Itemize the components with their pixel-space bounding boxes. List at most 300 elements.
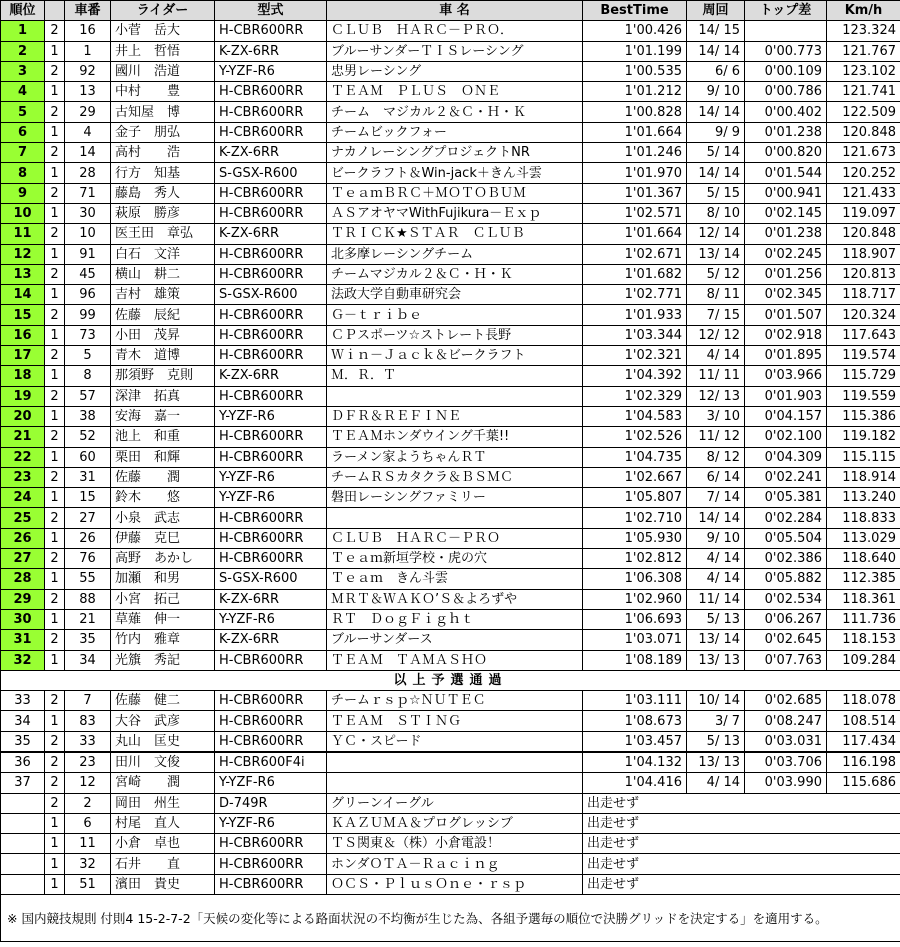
team-name-cell: Ｔｅａｍ新垣学校・虎の穴 — [327, 549, 583, 569]
rider-name-cell: 竹内 雅章 — [111, 630, 215, 650]
group-cell: 1 — [45, 325, 65, 345]
laps-cell: 14/ 14 — [687, 41, 745, 61]
rider-name-cell: 井上 哲悟 — [111, 41, 215, 61]
machine-model-cell: Y-YZF-R6 — [215, 467, 327, 487]
car-number-cell: 55 — [65, 569, 111, 589]
laps-cell: 11/ 11 — [687, 366, 745, 386]
gap-to-top-cell: 0'00.773 — [745, 41, 827, 61]
car-number-cell: 29 — [65, 102, 111, 122]
car-number-cell: 16 — [65, 21, 111, 41]
speed-cell: 115.729 — [827, 366, 900, 386]
car-number-cell: 7 — [65, 691, 111, 711]
car-number-cell: 4 — [65, 122, 111, 142]
gap-to-top-cell: 0'03.031 — [745, 731, 827, 752]
machine-model-cell: K-ZX-6RR — [215, 589, 327, 609]
rider-name-cell: 深津 拓真 — [111, 386, 215, 406]
car-number-cell: 96 — [65, 285, 111, 305]
table-row — [1, 488, 900, 508]
rider-name-cell: 佐藤 潤 — [111, 467, 215, 487]
speed-cell: 120.848 — [827, 224, 900, 244]
group-cell: 1 — [45, 285, 65, 305]
rider-name-cell: 高村 浩 — [111, 143, 215, 163]
dns-status-cell: 出走せず — [583, 813, 900, 833]
position-cell: 22 — [1, 447, 45, 467]
table-row — [1, 711, 900, 731]
speed-cell: 116.198 — [827, 752, 900, 773]
laps-cell: 7/ 14 — [687, 488, 745, 508]
car-number-cell: 92 — [65, 61, 111, 81]
machine-model-cell: K-ZX-6RR — [215, 366, 327, 386]
speed-cell: 112.385 — [827, 569, 900, 589]
best-time-cell: 1'01.664 — [583, 224, 687, 244]
car-number-cell: 5 — [65, 346, 111, 366]
position-cell: 8 — [1, 163, 45, 183]
speed-cell: 121.767 — [827, 41, 900, 61]
car-number-cell: 76 — [65, 549, 111, 569]
speed-cell: 109.284 — [827, 650, 900, 670]
gap-to-top-cell: 0'02.241 — [745, 467, 827, 487]
car-number-cell: 52 — [65, 427, 111, 447]
best-time-cell: 1'02.526 — [583, 427, 687, 447]
table-row — [1, 508, 900, 528]
team-name-cell: ＴＳ関東＆（株）小倉電設！ — [327, 834, 583, 854]
table-row — [1, 224, 900, 244]
header-cell: トップ差 — [745, 1, 827, 21]
table-row — [1, 569, 900, 589]
speed-cell: 111.736 — [827, 609, 900, 629]
car-number-cell: 91 — [65, 244, 111, 264]
speed-cell: 118.078 — [827, 691, 900, 711]
gap-to-top-cell: 0'01.256 — [745, 264, 827, 284]
rider-name-cell: 國川 浩道 — [111, 61, 215, 81]
rider-name-cell: 鈴木 悠 — [111, 488, 215, 508]
laps-cell: 4/ 14 — [687, 346, 745, 366]
machine-model-cell: H-CBR600RR — [215, 691, 327, 711]
header-row — [1, 1, 900, 21]
group-cell: 2 — [45, 691, 65, 711]
laps-cell: 8/ 12 — [687, 447, 745, 467]
note-row — [1, 895, 900, 942]
machine-model-cell: H-CBR600RR — [215, 21, 327, 41]
car-number-cell: 2 — [65, 793, 111, 813]
gap-to-top-cell: 0'07.763 — [745, 650, 827, 670]
speed-cell: 120.252 — [827, 163, 900, 183]
table-row — [1, 61, 900, 81]
best-time-cell: 1'04.416 — [583, 773, 687, 793]
speed-cell: 117.434 — [827, 731, 900, 752]
header-cell: 周回 — [687, 1, 745, 21]
position-cell: 35 — [1, 731, 45, 752]
rider-name-cell: 大谷 武彦 — [111, 711, 215, 731]
speed-cell: 118.833 — [827, 508, 900, 528]
best-time-cell: 1'03.071 — [583, 630, 687, 650]
table-row — [1, 549, 900, 569]
team-name-cell: ＴＥＡＭ ＳＴＩＮＧ — [327, 711, 583, 731]
header-cell: 型式 — [215, 1, 327, 21]
rider-name-cell: 小宮 拓己 — [111, 589, 215, 609]
machine-model-cell: H-CBR600RR — [215, 650, 327, 670]
laps-cell: 12/ 12 — [687, 325, 745, 345]
table-row — [1, 793, 900, 813]
rider-name-cell: 加瀬 和男 — [111, 569, 215, 589]
group-cell: 2 — [45, 264, 65, 284]
gap-to-top-cell: 0'03.706 — [745, 752, 827, 773]
rider-name-cell: 田川 文俊 — [111, 752, 215, 773]
position-cell: 29 — [1, 589, 45, 609]
speed-cell: 121.741 — [827, 82, 900, 102]
gap-to-top-cell: 0'02.386 — [745, 549, 827, 569]
car-number-cell: 34 — [65, 650, 111, 670]
machine-model-cell: H-CBR600RR — [215, 183, 327, 203]
speed-cell: 113.240 — [827, 488, 900, 508]
gap-to-top-cell: 0'00.402 — [745, 102, 827, 122]
speed-cell: 113.029 — [827, 528, 900, 548]
group-cell: 1 — [45, 528, 65, 548]
header-cell — [45, 1, 65, 21]
car-number-cell: 71 — [65, 183, 111, 203]
machine-model-cell: S-GSX-R600 — [215, 569, 327, 589]
best-time-cell: 1'08.673 — [583, 711, 687, 731]
speed-cell: 119.182 — [827, 427, 900, 447]
team-name-cell: ＴＥＡＭ ＴＡＭＡＳＨＯ — [327, 650, 583, 670]
laps-cell: 8/ 11 — [687, 285, 745, 305]
gap-to-top-cell: 0'05.381 — [745, 488, 827, 508]
rider-name-cell: 小泉 武志 — [111, 508, 215, 528]
team-name-cell: グリーンイーグル — [327, 793, 583, 813]
gap-to-top-cell: 0'01.507 — [745, 305, 827, 325]
position-cell: 28 — [1, 569, 45, 589]
rider-name-cell: 佐藤 健二 — [111, 691, 215, 711]
team-name-cell: ＯＣＳ・ＰｌｕｓＯｎｅ・ｒｓｐ — [327, 874, 583, 894]
car-number-cell: 27 — [65, 508, 111, 528]
rider-name-cell: 古知屋 博 — [111, 102, 215, 122]
team-name-cell — [327, 773, 583, 793]
car-number-cell: 32 — [65, 854, 111, 874]
team-name-cell: ラーメン家ようちゃんＲＴ — [327, 447, 583, 467]
car-number-cell: 88 — [65, 589, 111, 609]
speed-cell: 123.324 — [827, 21, 900, 41]
gap-to-top-cell: 0'02.100 — [745, 427, 827, 447]
car-number-cell: 33 — [65, 731, 111, 752]
rider-name-cell: 光籏 秀記 — [111, 650, 215, 670]
header-cell: BestTime — [583, 1, 687, 21]
table-row — [1, 874, 900, 894]
rider-name-cell: 伊藤 克巳 — [111, 528, 215, 548]
table-row — [1, 82, 900, 102]
gap-to-top-cell: 0'00.941 — [745, 183, 827, 203]
car-number-cell: 10 — [65, 224, 111, 244]
position-cell: 14 — [1, 285, 45, 305]
group-cell: 2 — [45, 305, 65, 325]
car-number-cell: 6 — [65, 813, 111, 833]
best-time-cell: 1'00.426 — [583, 21, 687, 41]
position-cell: 37 — [1, 773, 45, 793]
speed-cell: 117.643 — [827, 325, 900, 345]
position-cell: 23 — [1, 467, 45, 487]
machine-model-cell: H-CBR600RR — [215, 549, 327, 569]
gap-to-top-cell: 0'02.685 — [745, 691, 827, 711]
table-row — [1, 650, 900, 670]
best-time-cell: 1'04.583 — [583, 406, 687, 426]
team-name-cell: ＣＰスポーツ☆ストレート長野 — [327, 325, 583, 345]
laps-cell: 14/ 14 — [687, 163, 745, 183]
team-name-cell: ＣＬＵＢ ＨＡＲＣ－ＰＲＯ． — [327, 21, 583, 41]
rider-name-cell: 石井 直 — [111, 854, 215, 874]
table-row — [1, 406, 900, 426]
machine-model-cell: Y-YZF-R6 — [215, 609, 327, 629]
team-name-cell — [327, 386, 583, 406]
car-number-cell: 60 — [65, 447, 111, 467]
table-row — [1, 203, 900, 223]
team-name-cell: チームｒｓｐ☆ＮＵＴＥＣ — [327, 691, 583, 711]
rider-name-cell: 草薙 伸一 — [111, 609, 215, 629]
laps-cell: 14/ 14 — [687, 508, 745, 528]
position-cell: 24 — [1, 488, 45, 508]
speed-cell: 118.717 — [827, 285, 900, 305]
position-cell: 1 — [1, 21, 45, 41]
position-cell: 12 — [1, 244, 45, 264]
team-name-cell: ＤＦＲ＆ＲＥＦＩＮＥ — [327, 406, 583, 426]
table-row — [1, 244, 900, 264]
best-time-cell: 1'03.457 — [583, 731, 687, 752]
position-cell: 3 — [1, 61, 45, 81]
table-row — [1, 528, 900, 548]
gap-to-top-cell: 0'02.145 — [745, 203, 827, 223]
speed-cell: 120.813 — [827, 264, 900, 284]
machine-model-cell: S-GSX-R600 — [215, 163, 327, 183]
team-name-cell: 法政大学自動車研究会 — [327, 285, 583, 305]
car-number-cell: 26 — [65, 528, 111, 548]
group-cell: 1 — [45, 650, 65, 670]
position-cell: 26 — [1, 528, 45, 548]
best-time-cell: 1'04.735 — [583, 447, 687, 467]
car-number-cell: 12 — [65, 773, 111, 793]
position-cell: 6 — [1, 122, 45, 142]
dns-status-cell: 出走せず — [583, 874, 900, 894]
group-cell: 2 — [45, 549, 65, 569]
team-name-cell: チームビックフォー — [327, 122, 583, 142]
table-row — [1, 325, 900, 345]
team-name-cell: ＴＥＡＭ ＰＬＵＳ ＯＮＥ — [327, 82, 583, 102]
speed-cell: 119.574 — [827, 346, 900, 366]
header-cell: ライダー — [111, 1, 215, 21]
machine-model-cell: K-ZX-6RR — [215, 41, 327, 61]
machine-model-cell: H-CBR600RR — [215, 386, 327, 406]
team-name-cell: Ｗｉｎ－Ｊａｃｋ＆ビークラフト — [327, 346, 583, 366]
rider-name-cell: 青木 道博 — [111, 346, 215, 366]
group-cell: 1 — [45, 834, 65, 854]
car-number-cell: 45 — [65, 264, 111, 284]
machine-model-cell: H-CBR600F4i — [215, 752, 327, 773]
group-cell: 2 — [45, 427, 65, 447]
car-number-cell: 11 — [65, 834, 111, 854]
speed-cell: 118.914 — [827, 467, 900, 487]
group-cell: 2 — [45, 589, 65, 609]
machine-model-cell: Y-YZF-R6 — [215, 406, 327, 426]
rider-name-cell: 濱田 貴史 — [111, 874, 215, 894]
position-cell — [1, 834, 45, 854]
team-name-cell: ブルーサンダーＴＩＳレーシング — [327, 41, 583, 61]
machine-model-cell: H-CBR600RR — [215, 203, 327, 223]
gap-to-top-cell: 0'01.895 — [745, 346, 827, 366]
team-name-cell: 北多摩レーシングチーム — [327, 244, 583, 264]
laps-cell: 11/ 12 — [687, 427, 745, 447]
speed-cell: 115.686 — [827, 773, 900, 793]
group-cell: 2 — [45, 102, 65, 122]
team-name-cell: ＭＲＴ＆ＷＡＫＯ’Ｓ＆よろずや — [327, 589, 583, 609]
gap-to-top-cell: 0'00.109 — [745, 61, 827, 81]
group-cell: 2 — [45, 731, 65, 752]
rider-name-cell: 行方 知基 — [111, 163, 215, 183]
laps-cell: 9/ 10 — [687, 528, 745, 548]
position-cell: 27 — [1, 549, 45, 569]
machine-model-cell: H-CBR600RR — [215, 82, 327, 102]
gap-to-top-cell: 0'03.990 — [745, 773, 827, 793]
table-row — [1, 366, 900, 386]
footnote: ※ 国内競技規則 付則4 15-2-7-2「天候の変化等による路面状況の不均衡が生じた為、各組予選毎の順位で決勝グリッドを決定する」を適用する。 — [1, 895, 900, 942]
position-cell — [1, 793, 45, 813]
group-cell: 1 — [45, 163, 65, 183]
best-time-cell: 1'08.189 — [583, 650, 687, 670]
team-name-cell: チームＲＳカタクラ＆ＢＳＭＣ — [327, 467, 583, 487]
best-time-cell: 1'00.535 — [583, 61, 687, 81]
header-cell: 車 名 — [327, 1, 583, 21]
gap-to-top-cell: 0'05.504 — [745, 528, 827, 548]
laps-cell: 9/ 9 — [687, 122, 745, 142]
laps-cell: 3/ 7 — [687, 711, 745, 731]
speed-cell: 115.115 — [827, 447, 900, 467]
rider-name-cell: 村尾 直人 — [111, 813, 215, 833]
team-name-cell — [327, 508, 583, 528]
group-cell: 2 — [45, 793, 65, 813]
dns-status-cell: 出走せず — [583, 834, 900, 854]
speed-cell: 118.361 — [827, 589, 900, 609]
gap-to-top-cell: 0'06.267 — [745, 609, 827, 629]
best-time-cell: 1'01.970 — [583, 163, 687, 183]
position-cell — [1, 854, 45, 874]
team-name-cell: Ｔｅａｍ きん斗雲 — [327, 569, 583, 589]
gap-to-top-cell: 0'02.918 — [745, 325, 827, 345]
machine-model-cell: H-CBR600RR — [215, 264, 327, 284]
team-name-cell: ＴｅａｍＢＲＣ＋ＭＯＴＯＢＵＭ — [327, 183, 583, 203]
best-time-cell: 1'06.308 — [583, 569, 687, 589]
position-cell: 2 — [1, 41, 45, 61]
laps-cell: 4/ 14 — [687, 569, 745, 589]
team-name-cell: ＲＴ ＤｏｇＦｉｇｈｔ — [327, 609, 583, 629]
rider-name-cell: 池上 和重 — [111, 427, 215, 447]
position-cell: 7 — [1, 143, 45, 163]
team-name-cell: ＡＳアオヤマWithFujikura－Ｅｘｐ — [327, 203, 583, 223]
machine-model-cell: H-CBR600RR — [215, 447, 327, 467]
speed-cell: 123.102 — [827, 61, 900, 81]
group-cell: 2 — [45, 183, 65, 203]
laps-cell: 4/ 14 — [687, 773, 745, 793]
laps-cell: 12/ 14 — [687, 224, 745, 244]
group-cell: 1 — [45, 813, 65, 833]
table-row — [1, 102, 900, 122]
speed-cell: 118.640 — [827, 549, 900, 569]
rider-name-cell: 岡田 州生 — [111, 793, 215, 813]
rider-name-cell: 佐藤 辰紀 — [111, 305, 215, 325]
laps-cell: 13/ 13 — [687, 752, 745, 773]
best-time-cell: 1'02.771 — [583, 285, 687, 305]
machine-model-cell: H-CBR600RR — [215, 731, 327, 752]
rider-name-cell: 横山 耕二 — [111, 264, 215, 284]
position-cell: 32 — [1, 650, 45, 670]
table-row — [1, 773, 900, 793]
best-time-cell: 1'02.671 — [583, 244, 687, 264]
table-row — [1, 691, 900, 711]
position-cell: 11 — [1, 224, 45, 244]
machine-model-cell: H-CBR600RR — [215, 874, 327, 894]
car-number-cell: 35 — [65, 630, 111, 650]
group-cell: 2 — [45, 21, 65, 41]
car-number-cell: 38 — [65, 406, 111, 426]
gap-to-top-cell: 0'01.238 — [745, 224, 827, 244]
qualification-cutoff-row — [1, 670, 900, 690]
best-time-cell: 1'06.693 — [583, 609, 687, 629]
car-number-cell: 13 — [65, 82, 111, 102]
speed-cell: 121.673 — [827, 143, 900, 163]
best-time-cell: 1'01.367 — [583, 183, 687, 203]
machine-model-cell: H-CBR600RR — [215, 305, 327, 325]
best-time-cell: 1'05.930 — [583, 528, 687, 548]
group-cell: 1 — [45, 854, 65, 874]
rider-name-cell: 医王田 章弘 — [111, 224, 215, 244]
table-row — [1, 427, 900, 447]
speed-cell: 119.097 — [827, 203, 900, 223]
car-number-cell: 31 — [65, 467, 111, 487]
table-row — [1, 163, 900, 183]
gap-to-top-cell: 0'01.544 — [745, 163, 827, 183]
table-row — [1, 143, 900, 163]
group-cell: 1 — [45, 874, 65, 894]
position-cell: 4 — [1, 82, 45, 102]
gap-to-top-cell — [745, 21, 827, 41]
rider-name-cell: 金子 朋弘 — [111, 122, 215, 142]
group-cell: 1 — [45, 203, 65, 223]
position-cell: 13 — [1, 264, 45, 284]
rider-name-cell: 小倉 卓也 — [111, 834, 215, 854]
header-cell: 順位 — [1, 1, 45, 21]
car-number-cell: 30 — [65, 203, 111, 223]
laps-cell: 5/ 13 — [687, 731, 745, 752]
group-cell: 1 — [45, 244, 65, 264]
machine-model-cell: Y-YZF-R6 — [215, 61, 327, 81]
best-time-cell: 1'02.329 — [583, 386, 687, 406]
team-name-cell: 忠男レーシング — [327, 61, 583, 81]
rider-name-cell: 中村 豊 — [111, 82, 215, 102]
gap-to-top-cell: 0'04.309 — [745, 447, 827, 467]
laps-cell: 14/ 14 — [687, 102, 745, 122]
group-cell: 2 — [45, 773, 65, 793]
position-cell: 9 — [1, 183, 45, 203]
rider-name-cell: 高野 あかし — [111, 549, 215, 569]
table-row — [1, 731, 900, 752]
position-cell: 5 — [1, 102, 45, 122]
best-time-cell: 1'02.321 — [583, 346, 687, 366]
position-cell: 16 — [1, 325, 45, 345]
laps-cell: 13/ 14 — [687, 630, 745, 650]
rider-name-cell: 栗田 和輝 — [111, 447, 215, 467]
machine-model-cell: H-CBR600RR — [215, 122, 327, 142]
table-row — [1, 589, 900, 609]
speed-cell: 122.509 — [827, 102, 900, 122]
best-time-cell: 1'04.132 — [583, 752, 687, 773]
gap-to-top-cell: 0'08.247 — [745, 711, 827, 731]
car-number-cell: 1 — [65, 41, 111, 61]
rider-name-cell: 丸山 匡史 — [111, 731, 215, 752]
